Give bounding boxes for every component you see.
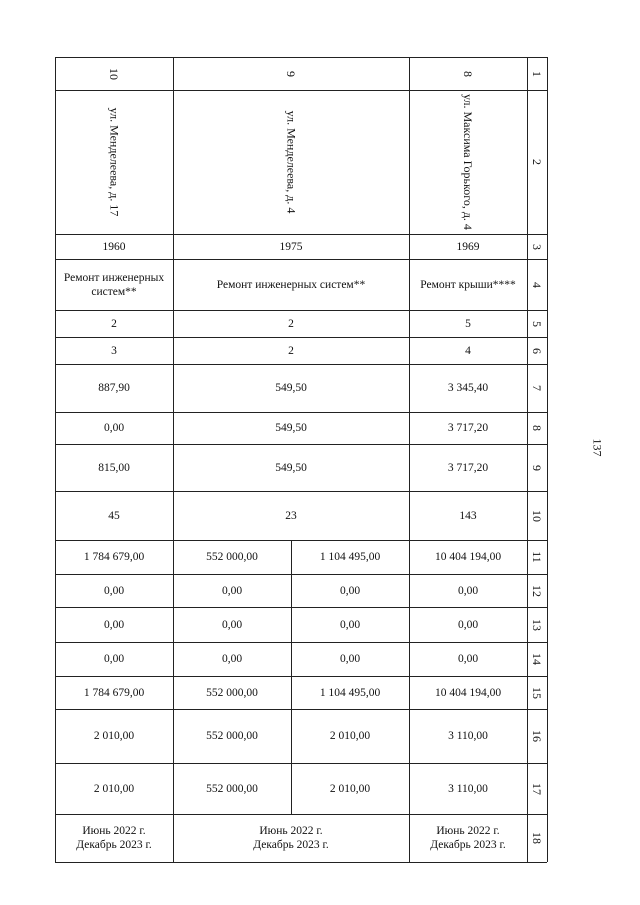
- value-cell: [409, 310, 527, 337]
- value-cell-text: 2 010,00: [93, 782, 135, 795]
- value-cell-text: 0,00: [103, 653, 125, 665]
- value-cell-text: 887,90: [98, 382, 130, 394]
- date-end: Декабрь 2023 г.: [430, 839, 506, 851]
- work-type-cell: [409, 259, 527, 310]
- value-cell: [173, 763, 291, 814]
- col-number-8: [409, 57, 527, 90]
- value-cell: [55, 642, 173, 676]
- value-cell: [409, 444, 527, 491]
- value-cell-text: 1 784 679,00: [83, 686, 145, 699]
- work-type-cell-text: Ремонт крыши****: [420, 278, 516, 291]
- value-cell: [55, 412, 173, 444]
- value-cell: [55, 310, 173, 337]
- value-cell-text: 3 110,00: [448, 730, 488, 742]
- row-number-text: 3: [530, 243, 544, 250]
- value-cell-text: 3: [111, 344, 117, 357]
- value-cell: [55, 709, 173, 763]
- work-type-cell: [173, 259, 409, 310]
- value-cell: [409, 676, 527, 709]
- value-cell: [173, 540, 291, 574]
- value-cell: [173, 310, 409, 337]
- row-number: [527, 642, 547, 676]
- value-cell-text: 0,00: [339, 584, 361, 597]
- year-cell-text: 1960: [102, 240, 126, 253]
- value-cell: [409, 709, 527, 763]
- value-cell: [55, 607, 173, 642]
- value-cell-text: 3 717,20: [447, 422, 489, 434]
- value-cell-text: 2 010,00: [329, 730, 371, 742]
- value-cell-text: 2 010,00: [329, 782, 371, 795]
- date-end: Декабрь 2023 г.: [76, 839, 152, 851]
- work-type-cell-text: Ремонт инженерных систем**: [63, 271, 165, 298]
- row-number-text: 12: [530, 584, 544, 597]
- value-cell: [291, 607, 409, 642]
- value-cell-text: 0,00: [457, 618, 479, 631]
- row-number: [527, 540, 547, 574]
- value-cell-text: 2 010,00: [93, 730, 135, 742]
- date-range-cell: [409, 814, 527, 862]
- date-start: Июнь 2022 г.: [82, 825, 146, 837]
- value-cell: [173, 607, 291, 642]
- value-cell-text: 0,00: [457, 584, 479, 597]
- value-cell: [173, 337, 409, 364]
- value-cell-text: 0,00: [221, 618, 243, 631]
- address-8-text: ул. Максима Горького, д. 4: [461, 94, 476, 230]
- value-cell-text: 2: [111, 317, 117, 330]
- value-cell-text: 3 110,00: [448, 782, 488, 795]
- value-cell: [55, 763, 173, 814]
- value-cell: [291, 709, 409, 763]
- value-cell-text: 2: [288, 344, 294, 357]
- row-number-text: 16: [530, 730, 544, 742]
- grid-line-h: [55, 862, 547, 863]
- value-cell-text: 0,00: [103, 618, 125, 631]
- address-9: [173, 90, 409, 234]
- value-cell-text: 1 784 679,00: [83, 551, 145, 563]
- row-number-text: 1: [530, 70, 544, 77]
- year-cell: [173, 234, 409, 259]
- row-number: [527, 676, 547, 709]
- value-cell: [409, 574, 527, 607]
- page-number: 137: [590, 438, 605, 457]
- value-cell-text: 10 404 194,00: [434, 686, 502, 699]
- value-cell-text: 552 000,00: [206, 782, 258, 795]
- row-number: [527, 491, 547, 540]
- value-cell-text: 0,00: [103, 584, 125, 597]
- value-cell: [291, 676, 409, 709]
- work-type-cell: [63, 259, 165, 310]
- value-cell: [173, 574, 291, 607]
- value-cell-text: 0,00: [221, 584, 243, 597]
- value-cell-text: 0,00: [339, 618, 361, 631]
- row-number-text: 10: [530, 509, 544, 522]
- date-end: Декабрь 2023 г.: [253, 839, 329, 851]
- row-number: [527, 90, 547, 234]
- col-number-10-text: 10: [107, 67, 121, 80]
- address-10: [55, 90, 173, 234]
- address-8: [409, 90, 527, 234]
- date-range-cell: [173, 814, 409, 862]
- year-cell-text: 1975: [279, 240, 303, 253]
- value-cell: [55, 574, 173, 607]
- value-cell-text: 549,50: [275, 461, 307, 474]
- value-cell-text: 552 000,00: [206, 551, 258, 563]
- value-cell: [173, 364, 409, 412]
- row-number-text: 15: [530, 686, 544, 699]
- value-cell-text: 10 404 194,00: [434, 551, 502, 563]
- row-number-text: 11: [530, 551, 544, 563]
- value-cell: [291, 642, 409, 676]
- grid-line-v: [547, 57, 548, 862]
- row-number-text: 9: [530, 464, 544, 471]
- col-number-8-text: 8: [461, 70, 475, 77]
- year-cell: [55, 234, 173, 259]
- row-number-text: 4: [530, 281, 544, 288]
- value-cell: [173, 709, 291, 763]
- value-cell-text: 815,00: [98, 461, 130, 474]
- row-number: [527, 814, 547, 862]
- value-cell: [409, 491, 527, 540]
- value-cell: [173, 676, 291, 709]
- value-cell: [409, 337, 527, 364]
- row-number-text: 17: [530, 782, 544, 795]
- value-cell: [173, 444, 409, 491]
- value-cell-text: 549,50: [275, 422, 307, 434]
- address-10-text: ул. Менделеева, д. 17: [106, 107, 121, 217]
- row-number: [527, 763, 547, 814]
- row-number-text: 5: [530, 320, 544, 327]
- row-number-text: 14: [530, 653, 544, 665]
- row-number: [527, 57, 547, 90]
- row-number-text: 2: [530, 159, 544, 165]
- value-cell: [173, 642, 291, 676]
- value-cell: [55, 540, 173, 574]
- address-9-text: ул. Менделеева, д. 4: [283, 110, 298, 214]
- value-cell: [55, 364, 173, 412]
- value-cell: [291, 540, 409, 574]
- value-cell: [55, 491, 173, 540]
- value-cell-text: 3 345,40: [447, 382, 489, 394]
- value-cell-text: 23: [285, 509, 297, 522]
- value-cell-text: 45: [108, 509, 120, 522]
- value-cell: [409, 364, 527, 412]
- value-cell-text: 1 104 495,00: [319, 686, 381, 699]
- date-range-cell: [55, 814, 173, 862]
- value-cell: [291, 574, 409, 607]
- value-cell-text: 5: [465, 317, 471, 330]
- value-cell: [173, 412, 409, 444]
- value-cell: [291, 763, 409, 814]
- col-number-9-text: 9: [284, 70, 298, 77]
- value-cell: [409, 763, 527, 814]
- value-cell-text: 4: [465, 344, 471, 357]
- value-cell: [409, 607, 527, 642]
- value-cell-text: 0,00: [221, 653, 243, 665]
- row-number-text: 6: [530, 347, 544, 354]
- row-number-text: 18: [530, 832, 544, 844]
- value-cell: [409, 540, 527, 574]
- value-cell-text: 0,00: [103, 422, 125, 434]
- value-cell-text: 2: [288, 317, 294, 330]
- value-cell-text: 143: [459, 509, 477, 522]
- row-number-text: 7: [530, 385, 544, 391]
- row-number: [527, 234, 547, 259]
- row-number: [527, 310, 547, 337]
- value-cell-text: 1 104 495,00: [319, 551, 381, 563]
- row-number: [527, 412, 547, 444]
- value-cell: [173, 491, 409, 540]
- value-cell: [409, 642, 527, 676]
- row-number: [527, 444, 547, 491]
- col-number-9: [173, 57, 409, 90]
- value-cell-text: 0,00: [457, 653, 479, 665]
- value-cell: [409, 412, 527, 444]
- date-start: Июнь 2022 г.: [436, 825, 500, 837]
- row-number: [527, 574, 547, 607]
- row-number: [527, 259, 547, 310]
- row-number: [527, 607, 547, 642]
- value-cell: [55, 444, 173, 491]
- row-number: [527, 337, 547, 364]
- row-number: [527, 364, 547, 412]
- value-cell: [55, 337, 173, 364]
- year-cell: [409, 234, 527, 259]
- col-number-10: [55, 57, 173, 90]
- row-number: [527, 709, 547, 763]
- year-cell-text: 1969: [456, 240, 480, 253]
- value-cell-text: 552 000,00: [206, 730, 258, 742]
- date-start: Июнь 2022 г.: [259, 825, 323, 837]
- value-cell: [55, 676, 173, 709]
- row-number-text: 13: [530, 618, 544, 631]
- data-table: [55, 57, 547, 862]
- value-cell-text: 3 717,20: [447, 461, 489, 474]
- work-type-cell-text: Ремонт инженерных систем**: [216, 278, 366, 291]
- value-cell-text: 549,50: [275, 382, 307, 394]
- value-cell-text: 552 000,00: [206, 686, 258, 699]
- row-number-text: 8: [530, 425, 544, 431]
- value-cell-text: 0,00: [339, 653, 361, 665]
